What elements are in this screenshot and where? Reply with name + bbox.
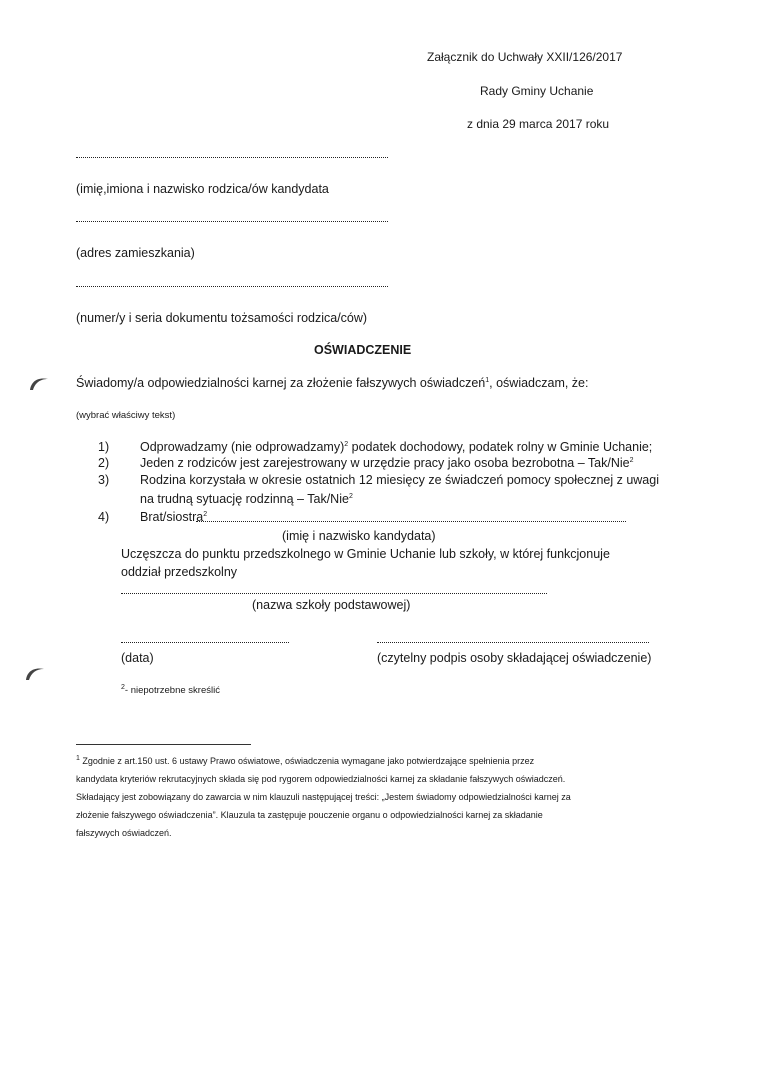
address-line[interactable] xyxy=(76,221,388,222)
signature-label: (czytelny podpis osoby składającej oświadczenie) xyxy=(377,651,652,665)
punch-hole-mark-icon xyxy=(28,374,50,398)
footnote-line-2: kandydata kryteriów rekrutacyjnych składa się pod rygorem odpowiedzialności karnej za składanie fałszywych oświadczeń. xyxy=(76,774,566,784)
item-text-end: podatek dochodowy, podatek rolny w Gminie Uchanie; xyxy=(348,440,653,454)
footnote-marker: 1 xyxy=(76,755,80,762)
address-label: (adres zamieszkania) xyxy=(76,246,195,260)
footnote-divider xyxy=(76,744,251,745)
intro-text-end: , oświadczam, że: xyxy=(489,376,589,390)
signature-line[interactable] xyxy=(377,642,649,643)
item-number: 4) xyxy=(98,510,110,524)
intro-statement xyxy=(76,376,588,390)
statement-item-3-cont xyxy=(140,492,353,506)
statement-item-4[interactable] xyxy=(98,510,207,524)
school-label: (nazwa szkoły podstawowej) xyxy=(252,598,411,612)
item-number: 3) xyxy=(98,473,110,487)
item-text: Rodzina korzystała w okresie ostatnich 12 miesięcy ze świadczeń pomocy społecznej z uwagi xyxy=(140,473,659,487)
statement-item-3[interactable] xyxy=(98,473,659,487)
strike-note xyxy=(121,685,220,696)
footnote-line-3: Składający jest zobowiązany do zawarcia w nim klauzuli następującej treści: „Jestem świadomy odpowiedzialności karnej za xyxy=(76,792,571,802)
footnote xyxy=(76,752,571,842)
parent-name-line[interactable] xyxy=(76,157,388,158)
sibling-name-line[interactable] xyxy=(196,521,626,522)
item-text: Jeden z rodziców jest zarejestrowany w urzędzie pracy jako osoba bezrobotna – Tak/Nie xyxy=(140,456,630,470)
council-name: Rady Gminy Uchanie xyxy=(480,84,594,98)
item-text-line2: na trudną sytuację rodzinną – Tak/Nie xyxy=(140,492,349,506)
intro-text: Świadomy/a odpowiedzialności karnej za złożenie fałszywych oświadczeń xyxy=(76,376,486,390)
strike-note-text: - niepotrzebne skreślić xyxy=(124,685,220,696)
footnote-line-4: złożenie fałszywego oświadczenia”. Klauzula ta zastępuje pouczenie organu o odpowiedzialności karnej za składanie xyxy=(76,810,543,820)
footnote-ref-2: 2 xyxy=(203,510,208,518)
footnote-ref-1: 1 xyxy=(485,376,490,384)
page-title: OŚWIADCZENIE xyxy=(314,343,412,357)
item-text: Odprowadzamy (nie odprowadzamy) xyxy=(140,440,345,454)
footnote-line-5: fałszywych oświadczeń. xyxy=(76,828,172,838)
date-label: (data) xyxy=(121,651,154,665)
item-number: 2) xyxy=(98,456,110,470)
footnote-ref-2: 2 xyxy=(348,492,353,500)
date-line[interactable] xyxy=(121,642,289,643)
footnote-line-1: $^1$ Zgodnie z art.150 ust. 6 ustawy Prawo oświatowe, oświadczenia wymagane jako potwierdzające spełnienia przez xyxy=(76,755,535,766)
resolution-date: z dnia 29 marca 2017 roku xyxy=(467,117,610,131)
document-label: (numer/y i seria dokumentu tożsamości rodzica/ców) xyxy=(76,311,368,325)
parent-name-label: (imię,imiona i nazwisko rodzica/ów kandydata xyxy=(76,182,329,196)
school-text-2: oddział przedszkolny xyxy=(121,565,238,579)
sibling-label: (imię i nazwisko kandydata) xyxy=(282,529,436,543)
statement-item-1[interactable] xyxy=(98,440,652,454)
school-text-1: Uczęszcza do punktu przedszkolnego w Gminie Uchanie lub szkoły, w której funkcjonuje xyxy=(121,547,610,561)
footnote-ref-2: 2 xyxy=(344,440,349,448)
annex-reference: Załącznik do Uchwały XXII/126/2017 xyxy=(427,50,623,64)
school-name-line[interactable] xyxy=(121,593,547,594)
punch-hole-mark-icon xyxy=(24,664,46,688)
item-text: Brat/siostra xyxy=(140,510,204,524)
footnote-ref-2: 2 xyxy=(629,456,634,464)
strike-note-sup: 2 xyxy=(121,683,125,691)
item-number: 1) xyxy=(98,440,110,454)
statement-item-2[interactable] xyxy=(98,456,634,470)
choose-note: (wybrać właściwy tekst) xyxy=(76,410,176,421)
document-line[interactable] xyxy=(76,286,388,287)
